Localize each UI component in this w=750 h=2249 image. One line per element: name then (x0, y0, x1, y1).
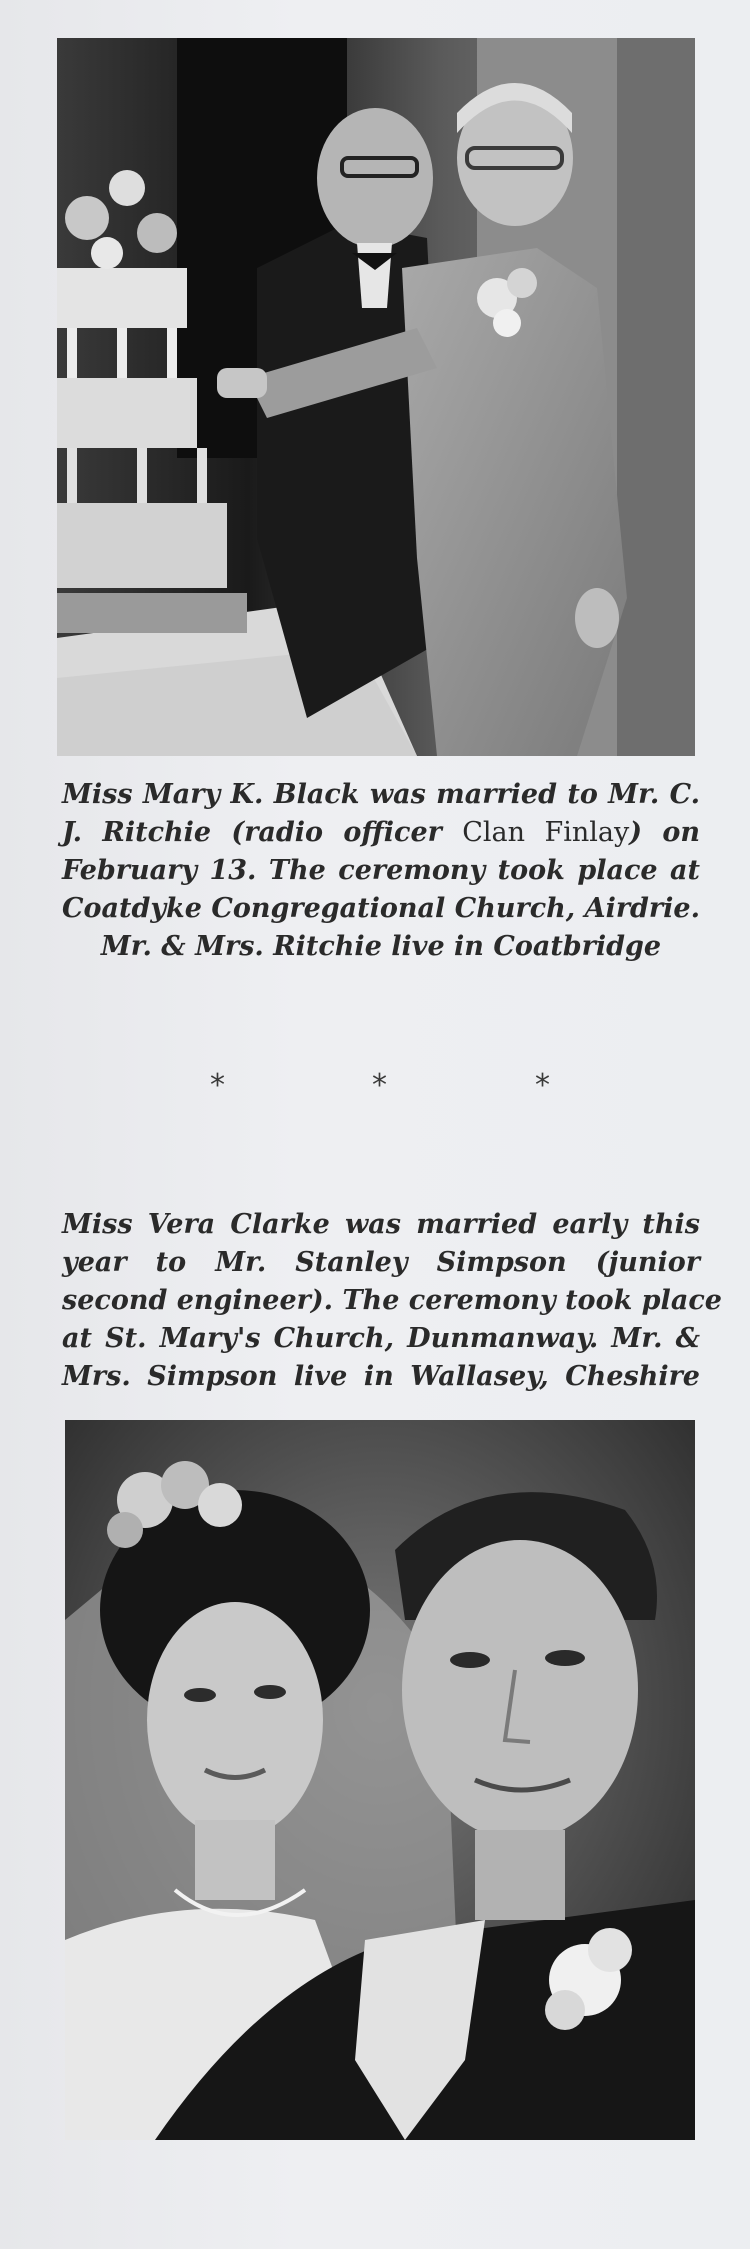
caption-black-ritchie (62, 776, 700, 966)
caption-line: Miss Mary K. Black was married to Mr. C. (62, 779, 700, 810)
caption-line: second engineer). The ceremony took place (62, 1285, 722, 1316)
wedding-cake-photo (57, 38, 695, 756)
section-separator (0, 1068, 750, 1108)
wedding-cake-photo-image (57, 38, 695, 756)
caption-line: Coatdyke Congregational Church, Airdrie. (62, 893, 700, 924)
caption-line: at St. Mary's Church, Dunmanway. Mr. & (62, 1323, 700, 1354)
caption-line (62, 814, 700, 852)
bride-groom-photo (65, 1420, 695, 2140)
caption-text: J. Ritchie (radio officer (62, 817, 463, 848)
separator-asterisk: * (372, 1068, 387, 1103)
caption-line: February 13. The ceremony took place at (62, 855, 700, 886)
caption-line: Mrs. Simpson live in Wallasey, Cheshire (62, 1361, 700, 1392)
caption-line: Miss Vera Clarke was married early this (62, 1209, 700, 1240)
caption-line: Mr. & Mrs. Ritchie live in Coatbridge (100, 931, 662, 962)
caption-text: ) on (629, 817, 700, 848)
ship-name: Clan Finlay (462, 817, 630, 848)
separator-asterisk: * (210, 1068, 225, 1103)
caption-clarke-simpson (62, 1206, 722, 1396)
separator-asterisk: * (535, 1068, 550, 1103)
caption-line: year to Mr. Stanley Simpson (junior (62, 1247, 700, 1278)
bride-groom-photo-image (65, 1420, 695, 2140)
